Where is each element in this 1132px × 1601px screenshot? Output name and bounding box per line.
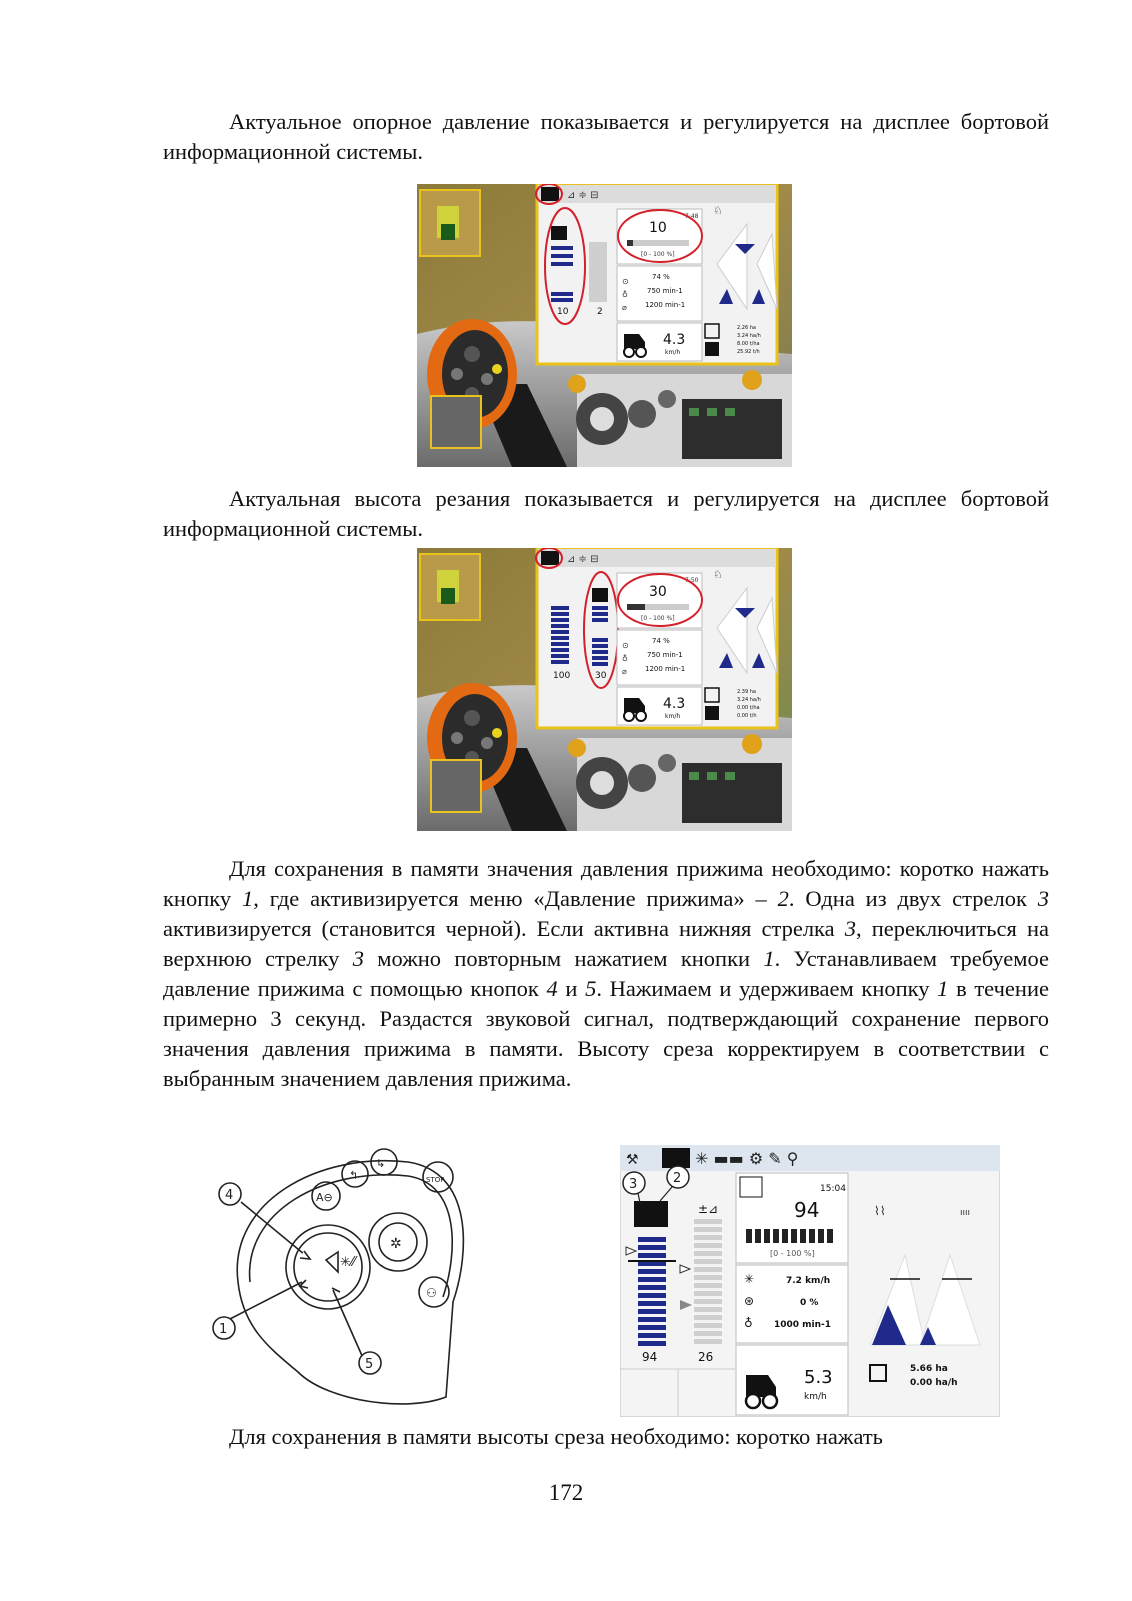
svg-text:1200 min-1: 1200 min-1	[645, 665, 686, 673]
svg-text:km/h: km/h	[665, 349, 681, 356]
svg-text:[0 - 100 %]: [0 - 100 %]	[770, 1249, 815, 1258]
svg-text:4.3: 4.3	[663, 332, 686, 348]
svg-text:1: 1	[219, 1322, 228, 1337]
svg-text:1200 min-1: 1200 min-1	[645, 301, 686, 309]
svg-text:♁: ♁	[622, 654, 628, 663]
svg-text:25.92 t/h: 25.92 t/h	[737, 349, 760, 355]
svg-text:±⊿: ±⊿	[698, 1202, 719, 1216]
svg-text:↰: ↰	[349, 1169, 359, 1182]
svg-text:⚇: ⚇	[426, 1286, 437, 1300]
paragraph-height-memory: Для сохранения в памяти высоты среза необходимо: коротко нажать	[229, 1424, 883, 1449]
svg-text:STOP: STOP	[426, 1176, 445, 1184]
svg-text:94: 94	[642, 1350, 658, 1364]
svg-text:30: 30	[649, 584, 667, 600]
svg-text:2.39 ha: 2.39 ha	[737, 689, 756, 695]
svg-text:10: 10	[649, 220, 667, 236]
svg-text:7:50: 7:50	[685, 577, 699, 584]
svg-text:⊙: ⊙	[622, 277, 629, 286]
svg-text:✳ ▬▬ ⚙ ✎ ⚲: ✳ ▬▬ ⚙ ✎ ⚲	[695, 1149, 799, 1168]
svg-text:750 min-1: 750 min-1	[647, 651, 683, 659]
svg-text:100: 100	[553, 671, 571, 681]
svg-text:3: 3	[629, 1177, 638, 1192]
svg-text:[0 - 100 %]: [0 - 100 %]	[641, 251, 675, 258]
svg-text:750 min-1: 750 min-1	[647, 287, 683, 295]
svg-text:5.3: 5.3	[804, 1367, 833, 1388]
svg-text:94: 94	[794, 1198, 820, 1222]
svg-text:⚒: ⚒	[626, 1152, 639, 1168]
paragraph-support-pressure: Актуальное опорное давление показывается и регулируется на дисплее бортовой информационной системы.	[163, 109, 1049, 164]
svg-text:ıııı: ıııı	[960, 1208, 971, 1218]
svg-text:3.24 ha/h: 3.24 ha/h	[737, 697, 761, 703]
svg-text:74 %: 74 %	[652, 273, 670, 281]
svg-text:7.2 km/h: 7.2 km/h	[786, 1276, 831, 1286]
svg-text:5.66 ha: 5.66 ha	[910, 1364, 948, 1374]
svg-text:✳⁄⁄: ✳⁄⁄	[340, 1255, 356, 1270]
svg-text:♘: ♘	[713, 568, 723, 581]
svg-text:♁: ♁	[622, 290, 628, 299]
paragraph-pressure-memory: Для сохранения в памяти значения давления прижима необходимо: коротко нажать кнопку 1, где активизируется меню «Давление прижима» – 2. Одна из двух стрелок 3 активизируется (становится черной). Если активна нижняя стрелка 3, переключиться на верхнюю стрелку 3 можно повторным нажатием кнопки 1. Устанавливаем требуемое давление прижима с помощью кнопок 4 и 5. Нажимаем и удерживаем кнопку 1 в течение примерно 3 секунд. Раздастся звуковой сигнал, подтверждающий сохранение первого значения давления прижима в памяти. Высоту среза корректируем в соответствии с выбранным значением давления прижима.	[163, 856, 1049, 1091]
svg-text:2: 2	[597, 307, 603, 317]
figure-cutting-height-display	[417, 548, 792, 831]
svg-text:♘: ♘	[713, 204, 723, 217]
svg-text:♁: ♁	[744, 1316, 753, 1330]
svg-text:15:04: 15:04	[820, 1184, 846, 1194]
svg-text:10: 10	[557, 307, 569, 317]
svg-text:0.00 t/ha: 0.00 t/ha	[737, 705, 760, 711]
svg-text:⊿ ≑ ⊟: ⊿ ≑ ⊟	[567, 554, 599, 565]
svg-text:km/h: km/h	[665, 713, 681, 720]
svg-text:⊙: ⊙	[622, 641, 629, 650]
svg-text:⊿ ≑ ⊟: ⊿ ≑ ⊟	[567, 190, 599, 201]
svg-text:⊛: ⊛	[744, 1294, 755, 1308]
figure-pressure-menu-display	[620, 1145, 1000, 1417]
svg-text:2.26 ha: 2.26 ha	[737, 325, 756, 331]
svg-text:⌇⌇: ⌇⌇	[874, 1204, 886, 1218]
svg-text:⌀: ⌀	[622, 667, 627, 676]
svg-text:4: 4	[225, 1188, 234, 1203]
svg-text:km/h: km/h	[804, 1392, 827, 1402]
svg-text:✲: ✲	[390, 1236, 402, 1252]
svg-text:5: 5	[365, 1357, 374, 1372]
svg-text:↳: ↳	[376, 1157, 386, 1170]
svg-text:0.00 ha/h: 0.00 ha/h	[910, 1378, 958, 1388]
svg-text:2: 2	[673, 1171, 682, 1186]
svg-text:0 %: 0 %	[800, 1298, 819, 1308]
svg-text:A⊖: A⊖	[316, 1191, 333, 1204]
figure-support-pressure-display	[417, 184, 792, 467]
page-number: 172	[548, 1480, 584, 1505]
svg-text:4.3: 4.3	[663, 696, 686, 712]
svg-text:3.24 ha/h: 3.24 ha/h	[737, 333, 761, 339]
svg-text:[0 - 100 %]: [0 - 100 %]	[641, 615, 675, 622]
svg-text:⌀: ⌀	[622, 303, 627, 312]
svg-text:1000 min-1: 1000 min-1	[774, 1320, 832, 1330]
svg-text:0.00 t/h: 0.00 t/h	[737, 713, 757, 719]
svg-text:30: 30	[595, 671, 607, 681]
paragraph-cutting-height: Актуальная высота резания показывается и регулируется на дисплее бортовой информационной системы.	[163, 486, 1049, 541]
svg-text:7:48: 7:48	[685, 213, 699, 220]
svg-text:8.00 t/ha: 8.00 t/ha	[737, 341, 760, 347]
figure-control-handle-diagram	[208, 1132, 478, 1417]
svg-text:✳: ✳	[744, 1272, 755, 1286]
svg-text:26: 26	[698, 1350, 714, 1364]
svg-text:74 %: 74 %	[652, 637, 670, 645]
